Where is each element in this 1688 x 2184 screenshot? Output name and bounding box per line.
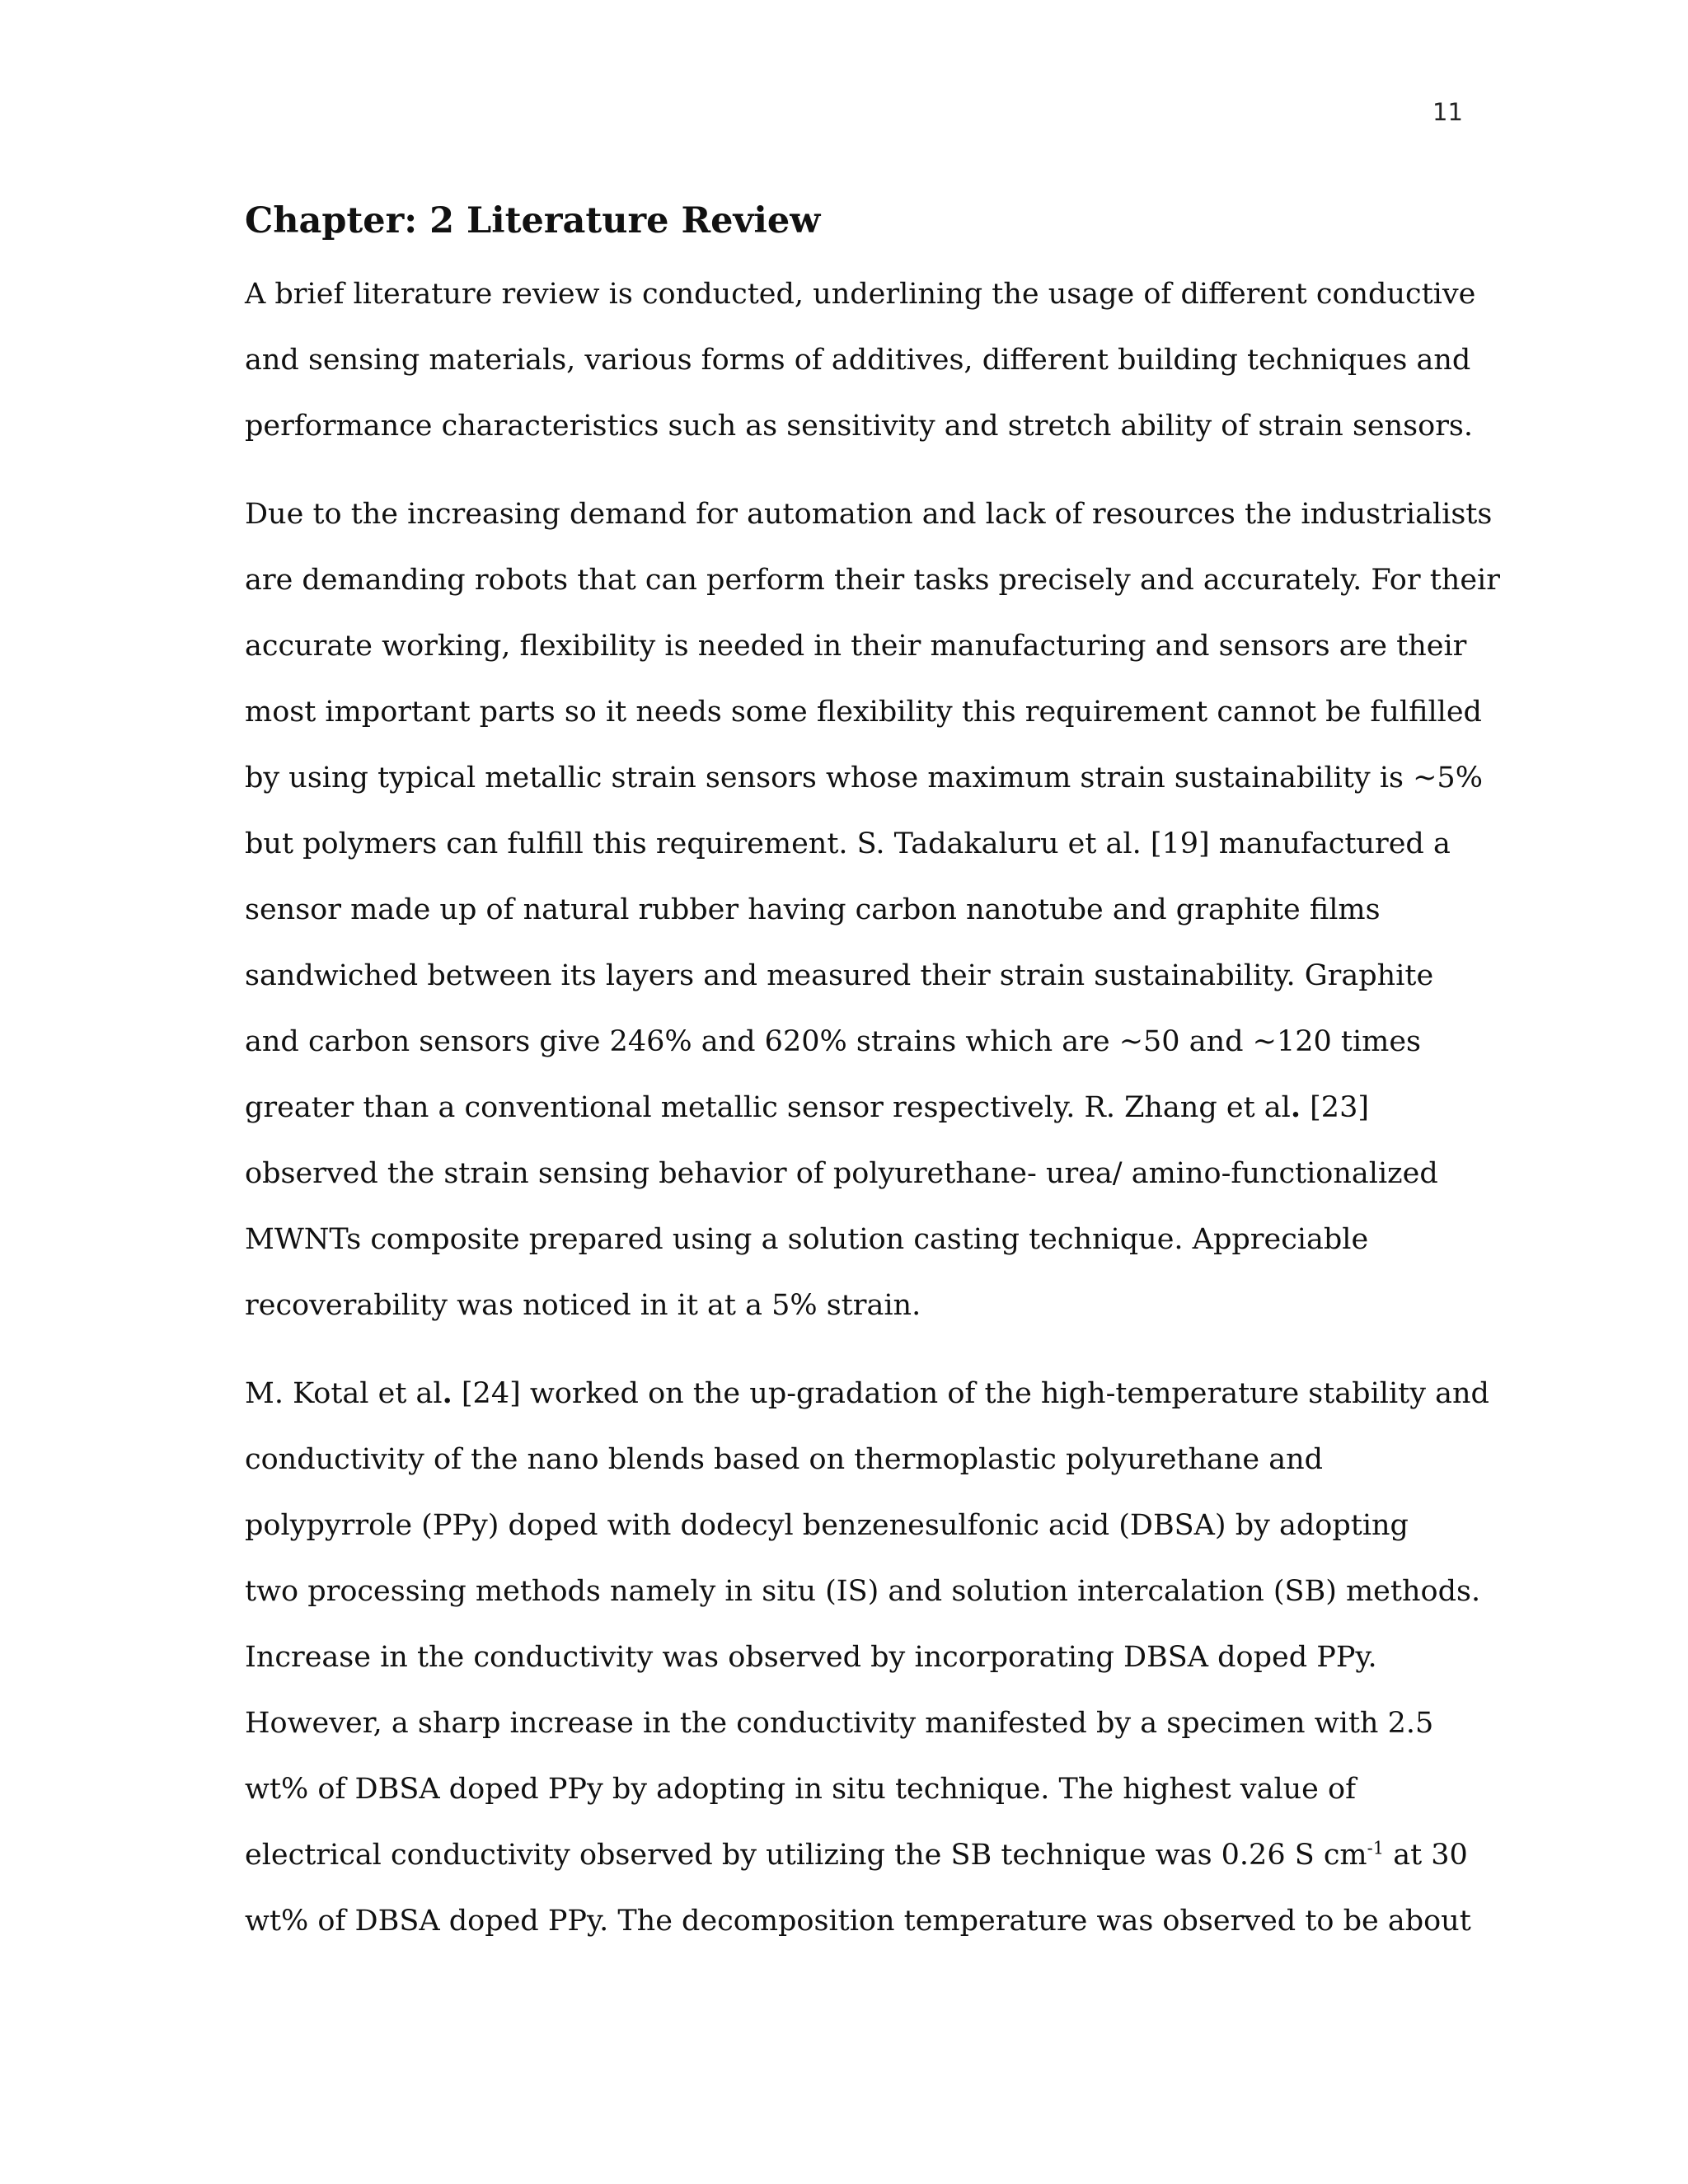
bold-period: . bbox=[1290, 1090, 1301, 1124]
citation-text: [24] worked on the up-gradation of the high-temperature stability and bbox=[452, 1376, 1489, 1410]
paragraph-line: observed the strain sensing behavior of polyurethane- urea/ amino-functionalized bbox=[245, 1156, 1438, 1190]
paragraph-line: two processing methods namely in situ (IS) and solution intercalation (SB) methods. bbox=[245, 1574, 1481, 1608]
paragraph-line: Due to the increasing demand for automation and lack of resources the industrialists bbox=[245, 497, 1493, 531]
citation-text: [23] bbox=[1301, 1090, 1370, 1124]
paragraph-line: Increase in the conductivity was observed by incorporating DBSA doped PPy. bbox=[245, 1640, 1377, 1674]
bold-period: . bbox=[442, 1376, 452, 1410]
paragraph-line: and sensing materials, various forms of additives, different building techniques and bbox=[245, 343, 1471, 377]
paragraph-line: conductivity of the nano blends based on thermoplastic polyurethane and bbox=[245, 1442, 1324, 1476]
paragraph-line: are demanding robots that can perform their tasks precisely and accurately. For their bbox=[245, 563, 1500, 597]
paragraph-line: sensor made up of natural rubber having carbon nanotube and graphite films bbox=[245, 893, 1381, 926]
automation-strain-sensors-paragraph bbox=[245, 481, 1500, 1338]
paragraph-line: by using typical metallic strain sensors whose maximum strain sustainability is ~5% bbox=[245, 761, 1483, 794]
paragraph-line-text: at 30 bbox=[1384, 1838, 1468, 1872]
paragraph-line: most important parts so it needs some flexibility this requirement cannot be fulfilled bbox=[245, 695, 1482, 729]
chapter-title: Chapter: 2 Literature Review bbox=[245, 200, 821, 241]
paragraph-line-text: greater than a conventional metallic sensor respectively. R. Zhang et al bbox=[245, 1090, 1291, 1124]
paragraph-line: wt% of DBSA doped PPy. The decomposition temperature was observed to be about bbox=[245, 1904, 1471, 1938]
paragraph-line: A brief literature review is conducted, underlining the usage of different conductive bbox=[245, 277, 1476, 311]
paragraph-line: wt% of DBSA doped PPy by adopting in situ technique. The highest value of bbox=[245, 1772, 1357, 1806]
paragraph-line: and carbon sensors give 246% and 620% strains which are ~50 and ~120 times bbox=[245, 1024, 1422, 1058]
paragraph-line: MWNTs composite prepared using a solution casting technique. Appreciable bbox=[245, 1222, 1369, 1256]
paragraph-line-with-bold-period bbox=[245, 1361, 1489, 1427]
page-content bbox=[245, 199, 1500, 1954]
conductivity-nano-blends-paragraph bbox=[245, 1361, 1489, 1954]
paragraph-line: However, a sharp increase in the conductivity manifested by a specimen with 2.5 bbox=[245, 1706, 1434, 1740]
page-number: 11 bbox=[1432, 98, 1463, 126]
paragraph-line: recoverability was noticed in it at a 5% strain. bbox=[245, 1288, 921, 1322]
unit-superscript: -1 bbox=[1367, 1838, 1385, 1858]
paragraph-line-with-bold-period bbox=[245, 1075, 1481, 1141]
paragraph-line-text: M. Kotal et al bbox=[245, 1376, 443, 1410]
paragraph-line: sandwiched between its layers and measured their strain sustainability. Graphite bbox=[245, 958, 1434, 992]
paragraph-line-with-superscript bbox=[245, 1822, 1481, 1888]
paragraph-line-text: electrical conductivity observed by utilizing the SB technique was 0.26 S cm bbox=[245, 1838, 1367, 1872]
paragraph-line: polypyrrole (PPy) doped with dodecyl benzenesulfonic acid (DBSA) by adopting bbox=[245, 1508, 1409, 1542]
literature-review-intro-paragraph bbox=[245, 261, 1481, 459]
paragraph-line: performance characteristics such as sensitivity and stretch ability of strain sensors. bbox=[245, 409, 1474, 443]
paragraph-line: but polymers can fulfill this requirement. S. Tadakaluru et al. [19] manufactured a bbox=[245, 827, 1451, 860]
paragraph-line: accurate working, flexibility is needed in their manufacturing and sensors are their bbox=[245, 629, 1467, 663]
